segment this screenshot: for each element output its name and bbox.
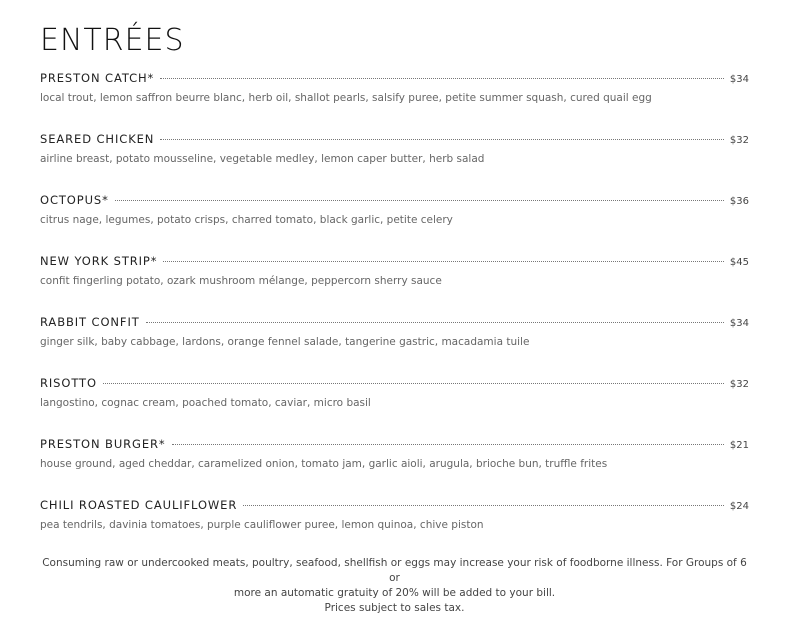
menu-item-name: RISOTTO [40, 376, 97, 390]
dotted-leader [115, 199, 724, 201]
menu-item-header [40, 70, 749, 86]
menu-item-rabbit-confit [40, 314, 749, 349]
dotted-leader [243, 504, 724, 506]
menu-item-description: langostino, cognac cream, poached tomato, caviar, micro basil [40, 397, 371, 409]
menu-item-price: $21 [729, 440, 749, 451]
menu-item-risotto [40, 375, 749, 410]
menu-item-description: ginger silk, baby cabbage, lardons, orange fennel salade, tangerine gastric, macadamia tuile [40, 336, 530, 348]
menu-item-name: OCTOPUS* [40, 193, 109, 207]
menu-item-name: NEW YORK STRIP* [40, 254, 158, 268]
dotted-leader [172, 443, 724, 445]
dotted-leader [163, 260, 723, 262]
menu-item-name: RABBIT CONFIT [40, 315, 140, 329]
menu-item-description: confit fingerling potato, ozark mushroom mélange, peppercorn sherry sauce [40, 275, 442, 287]
menu-item-description: house ground, aged cheddar, caramelized onion, tomato jam, garlic aioli, arugula, brioche bun, truffle frites [40, 458, 608, 470]
menu-item-chili-roasted-cauliflower [40, 497, 749, 532]
menu-item-price: $24 [729, 501, 749, 512]
menu-item-header [40, 192, 749, 208]
menu-item-name: PRESTON CATCH* [40, 71, 155, 85]
menu-item-price: $32 [729, 135, 749, 146]
disclaimer-line: Consuming raw or undercooked meats, poultry, seafood, shellfish or eggs may increase your risk of foodborne illness. For Groups of 6 or [42, 557, 747, 584]
menu-item-new-york-strip [40, 253, 749, 288]
disclaimer-line: more an automatic gratuity of 20% will be added to your bill. [233, 587, 556, 599]
menu-item-header [40, 253, 749, 269]
menu-item-description: citrus nage, legumes, potato crisps, charred tomato, black garlic, petite celery [40, 214, 453, 226]
menu-item-header [40, 375, 749, 391]
menu-item-price: $34 [729, 318, 749, 329]
menu-item-header [40, 497, 749, 513]
menu-item-price: $36 [729, 196, 749, 207]
dotted-leader [103, 382, 724, 384]
menu-item-description: local trout, lemon saffron beurre blanc, herb oil, shallot pearls, salsify puree, petite summer squash, cured quail egg [40, 92, 652, 104]
dotted-leader [146, 321, 724, 323]
menu-item-header [40, 131, 749, 147]
tax-notice: Prices subject to sales tax. [324, 602, 465, 614]
menu-disclaimer [40, 556, 749, 616]
section-title: ENTRÉES [40, 23, 185, 58]
menu-item-name: SEARED CHICKEN [40, 132, 155, 146]
menu-item-price: $32 [729, 379, 749, 390]
menu-item-preston-burger [40, 436, 749, 471]
menu-item-header [40, 314, 749, 330]
menu-item-preston-catch [40, 70, 749, 105]
dotted-leader [160, 77, 724, 79]
menu-item-name: CHILI ROASTED CAULIFLOWER [40, 498, 238, 512]
menu-item-octopus [40, 192, 749, 227]
menu-item-price: $45 [729, 257, 749, 268]
menu-item-header [40, 436, 749, 452]
menu-item-description: airline breast, potato mousseline, vegetable medley, lemon caper butter, herb salad [40, 153, 485, 165]
menu-item-description: pea tendrils, davinia tomatoes, purple cauliflower puree, lemon quinoa, chive piston [40, 519, 484, 531]
menu-item-price: $34 [729, 74, 749, 85]
dotted-leader [160, 138, 724, 140]
menu-item-name: PRESTON BURGER* [40, 437, 166, 451]
menu-item-seared-chicken [40, 131, 749, 166]
